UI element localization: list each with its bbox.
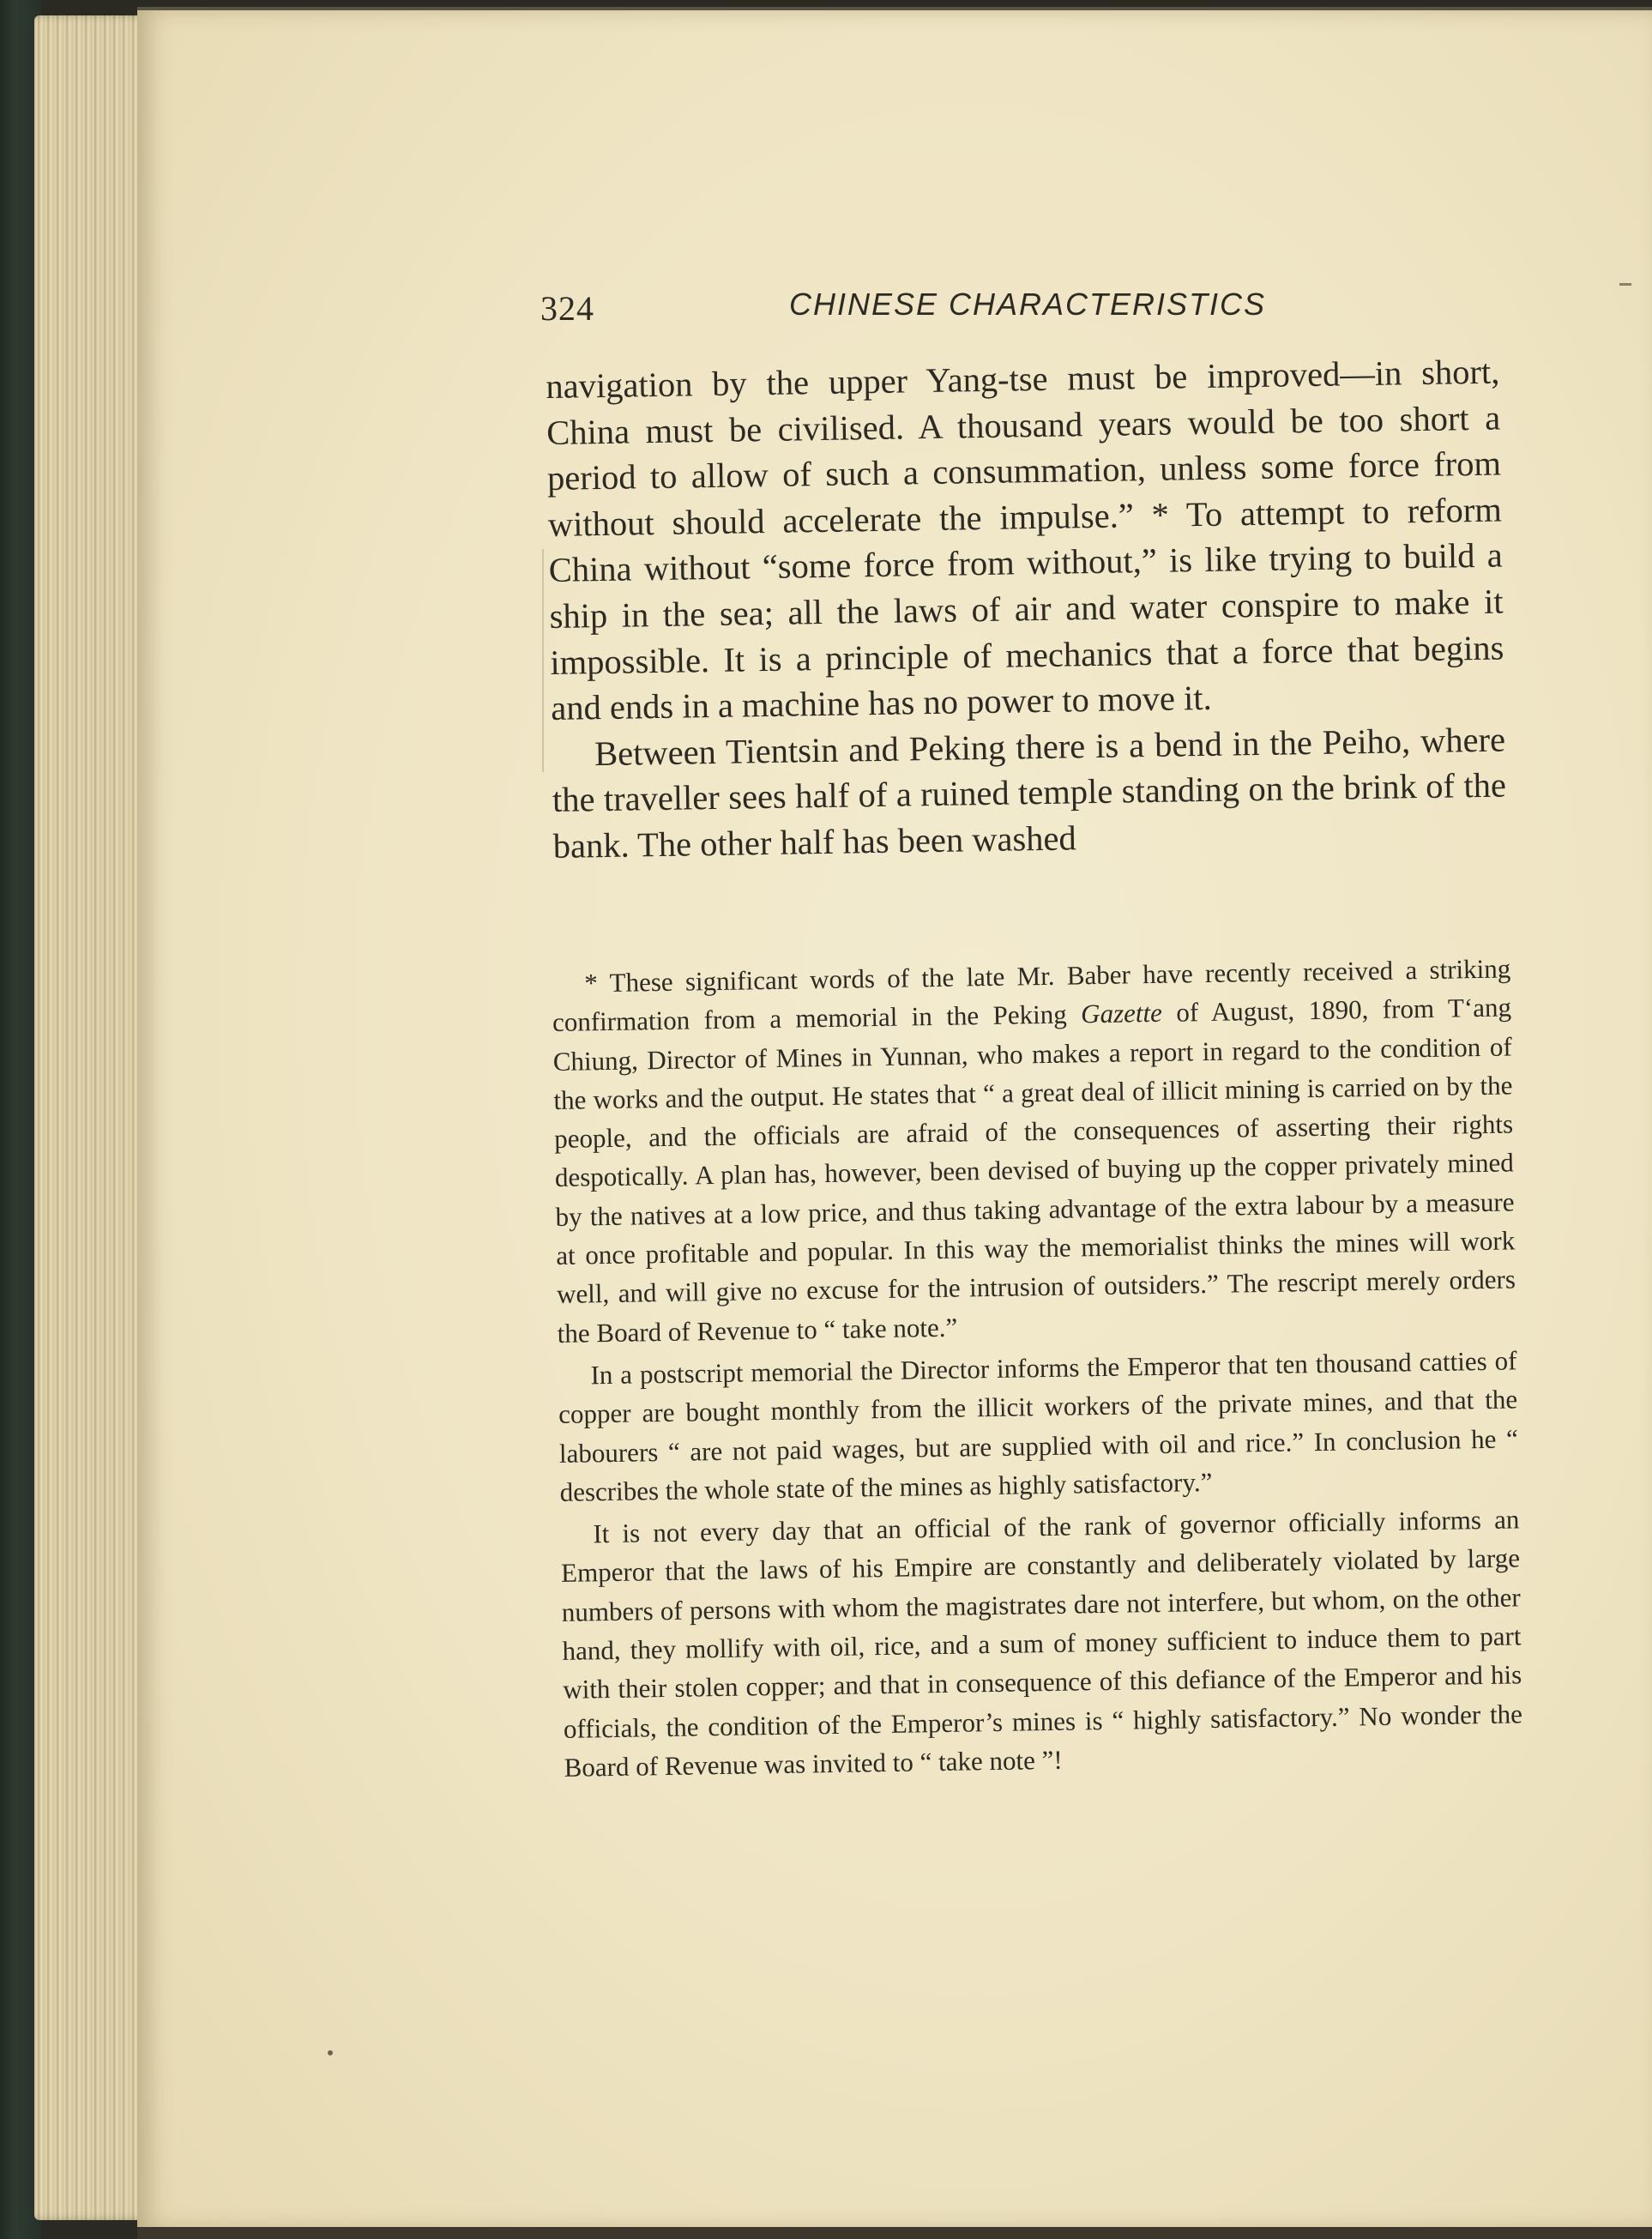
footnote-paragraph: In a postscript memorial the Director informs the Emperor that ten thousand catties of copper are bought monthly from the illicit workers of the private mines, and that the labourers “ are not paid wages, but are supplied with oil and rice.” In conclusion he “ describes the whole state of the mines as highly satisfactory.” (558, 1345, 1519, 1507)
footnote-text: of August, 1890, from T‘ang Chiung, Director of Mines in Yunnan, who makes a report in regard to the condition of the works and the output. He states that “ a great deal of illicit mining is carried on by the people, and the officials are afraid of the consequences of asserting their rights despotically. A plan has, however, been devised of buying up the copper privately mined by the natives at a low price, and thus taking advantage of the extra labour by a measure at once profitable and popular. In this way the memorialist thinks the mines will work well, and will give no excuse for the intrusion of outsiders.” The rescript merely orders the Board of Revenue to “ take note.” (552, 992, 1516, 1349)
margin-mark (1619, 283, 1631, 286)
footnote-text: * These significant words of the late Mr. Baber have recently received a striking confirmation from a memorial in the Peking (552, 953, 1511, 1038)
main-text (546, 349, 1507, 870)
page-title: CHINESE CHARACTERISTICS (789, 287, 1267, 322)
running-head (540, 283, 1501, 326)
page-edges (34, 15, 154, 2220)
page-number: 324 (540, 289, 594, 328)
body-paragraph: Between Tientsin and Peking there is a bend in the Peiho, where the traveller sees half of a ruined temple standing on the brink of the bank. The other half has been washed (552, 720, 1507, 866)
footnote-italic-gazette: Gazette (1080, 998, 1163, 1029)
footnote-paragraph: It is not every day that an official of the rank of governor officially informs an Emperor that the laws of his Empire are constantly and deliberately violated by large numbers of persons with whom the magistrates dare not interfere, but whom, on the other hand, they mollify with oil, rice, and a sum of money sufficient to induce them to part with their stolen copper; and that in consequence of this defiance of the Emperor and his officials, the condition of the Emperor’s mines is “ highly satisfactory.” No wonder the Board of Revenue was invited to “ take note ”! (560, 1504, 1523, 1783)
body-paragraph: navigation by the upper Yang-tse must be improved—in short, China must be civilised. A thousand years would be too short a period to allow of such a consummation, unless some force from without should accelerate the impulse.” * To attempt to reform China without “some force from without,” is like trying to build a ship in the sea; all the laws of air and water conspire to make it impossible. It is a principle of mechanics that a force that begins and ends in a machine has no power to move it. (546, 352, 1504, 728)
paper-speck (328, 2050, 333, 2055)
footnote (552, 949, 1523, 1790)
bottom-border-line (137, 2227, 1652, 2239)
footnote-paragraph (552, 949, 1516, 1352)
top-border-line (137, 7, 1652, 10)
